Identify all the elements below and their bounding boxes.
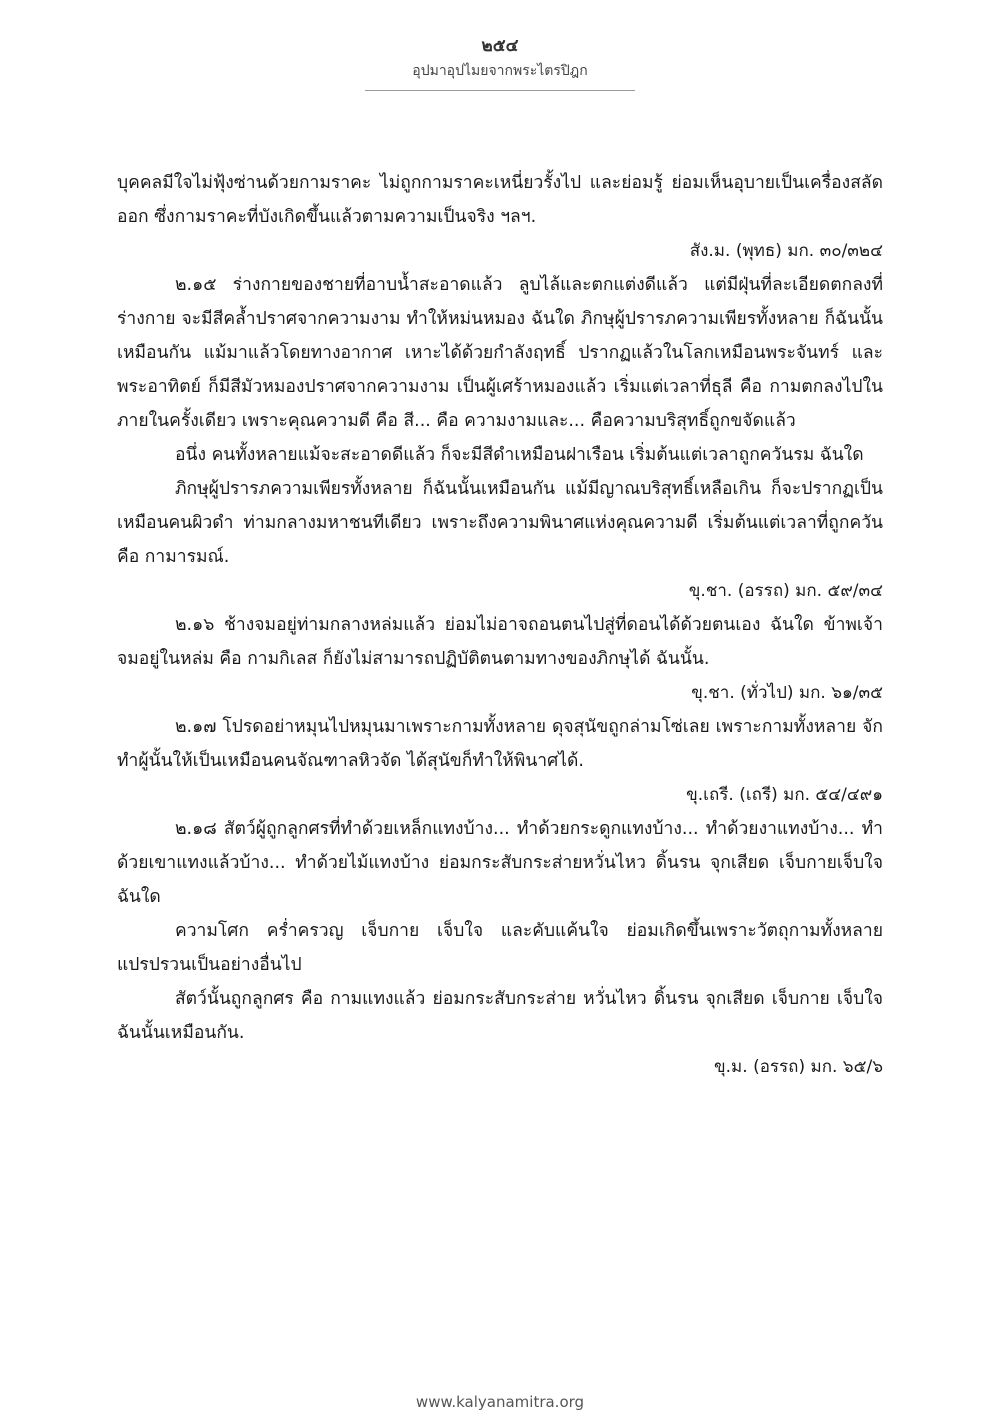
paragraph-2-17: ๒.๑๗ โปรดอย่าหมุนไปหมุนมาเพราะกามทั้งหลาย ดุจสุนัขถูกล่ามโซ่เลย เพราะกามทั้งหลาย จักทำผู้นั้นให้เป็นเหมือนคนจัณฑาลหิวจัด ได้สุนัขก็ทำให้พินาศได้. xyxy=(117,717,883,771)
page-body xyxy=(117,166,883,1084)
paragraph-2-15-b: อนึ่ง คนทั้งหลายแม้จะสะอาดดีแล้ว ก็จะมีสีดำเหมือนฝาเรือน เริ่มต้นแต่เวลาถูกควันรม ฉันใด xyxy=(175,445,864,465)
book-title: อุปมาอุปไมยจากพระไตรปิฎก xyxy=(412,63,588,79)
reference-citation: ขุ.ชา. (ทั่วไป) มก. ๖๑/๓๕ xyxy=(691,683,883,703)
reference-citation: สัง.ม. (พุทธ) มก. ๓๐/๓๒๔ xyxy=(689,241,883,261)
paragraph-2-15-c: ภิกษุผู้ปรารภความเพียรทั้งหลาย ก็ฉันนั้นเหมือนกัน แม้มีญาณบริสุทธิ์เหลือเกิน ก็จะปรากฏเป็นเหมือนคนผิวดำ ท่ามกลางมหาชนทีเดียว เพราะถึงความพินาศแห่งคุณความดี เริ่มต้นแต่เวลาที่ถูกควัน คือ กามารมณ์. xyxy=(117,479,883,567)
reference-citation: ขุ.ม. (อรรถ) มก. ๖๕/๖ xyxy=(714,1057,883,1077)
paragraph-2-18-b: ความโศก คร่ำครวญ เจ็บกาย เจ็บใจ และคับแค้นใจ ย่อมเกิดขึ้นเพราะวัตถุกามทั้งหลาย แปรปรวนเป็นอย่างอื่นไป xyxy=(117,921,883,975)
footer-website: www.kalyanamitra.org xyxy=(415,1393,585,1411)
paragraph-2-18-c: สัตว์นั้นถูกลูกศร คือ กามแทงแล้ว ย่อมกระสับกระส่าย หวั่นไหว ดิ้นรน จุกเสียด เจ็บกาย เจ็บใจ ฉันนั้นเหมือนกัน. xyxy=(117,989,883,1043)
reference-citation: ขุ.เถรี. (เถรี) มก. ๕๔/๔๙๑ xyxy=(686,785,883,805)
paragraph-2-15: ๒.๑๕ ร่างกายของชายที่อาบน้ำสะอาดแล้ว ลูบไล้และตกแต่งดีแล้ว แต่มีฝุ่นที่ละเอียดตกลงที่ร่างกาย จะมีสีคล้ำปราศจากความงาม ทำให้หม่นหมอง ฉันใด ภิกษุผู้ปรารภความเพียรทั้งหลาย ก็ฉันนั้นเหมือนกัน แม้มาแล้วโดยทางอากาศ เหาะได้ด้วยกำลังฤทธิ์ ปรากฏแล้วในโลกเหมือนพระจันทร์ และพระอาทิตย์ ก็มีสีมัวหมองปราศจากความงาม เป็นผู้เศร้าหมองแล้ว เริ่มแต่เวลาที่ธุลี คือ กามตกลงไปในภายในครั้งเดียว เพราะคุณความดี คือ สี... คือ ความงามและ... คือความบริสุทธิ์ถูกขจัดแล้ว xyxy=(117,275,883,431)
paragraph-2-16: ๒.๑๖ ช้างจมอยู่ท่ามกลางหล่มแล้ว ย่อมไม่อาจถอนตนไปสู่ที่ดอนได้ด้วยตนเอง ฉันใด ข้าพเจ้าจมอยู่ในหล่ม คือ กามกิเลส ก็ยังไม่สามารถปฏิบัติตนตามทางของภิกษุได้ ฉันนั้น. xyxy=(117,615,883,669)
reference-citation: ขุ.ชา. (อรรถ) มก. ๕๙/๓๔ xyxy=(688,581,883,601)
page-header xyxy=(0,36,1000,91)
header-divider xyxy=(365,90,635,91)
paragraph-continuation: บุคคลมีใจไม่ฟุ้งซ่านด้วยกามราคะ ไม่ถูกกามราคะเหนี่ยวรั้งไป และย่อมรู้ ย่อมเห็นอุบายเป็นเครื่องสลัดออก ซึ่งกามราคะที่บังเกิดขึ้นแล้วตามความเป็นจริง ฯลฯ. xyxy=(117,173,883,227)
paragraph-2-18: ๒.๑๘ สัตว์ผู้ถูกลูกศรที่ทำด้วยเหล็กแทงบ้าง... ทำด้วยกระดูกแทงบ้าง... ทำด้วยงาแทงบ้าง... ทำด้วยเขาแทงแล้วบ้าง... ทำด้วยไม้แทงบ้าง ย่อมกระสับกระส่ายหวั่นไหว ดิ้นรน จุกเสียด เจ็บกายเจ็บใจ ฉันใด xyxy=(117,819,883,907)
page-number: ๒๕๔ xyxy=(481,36,519,56)
